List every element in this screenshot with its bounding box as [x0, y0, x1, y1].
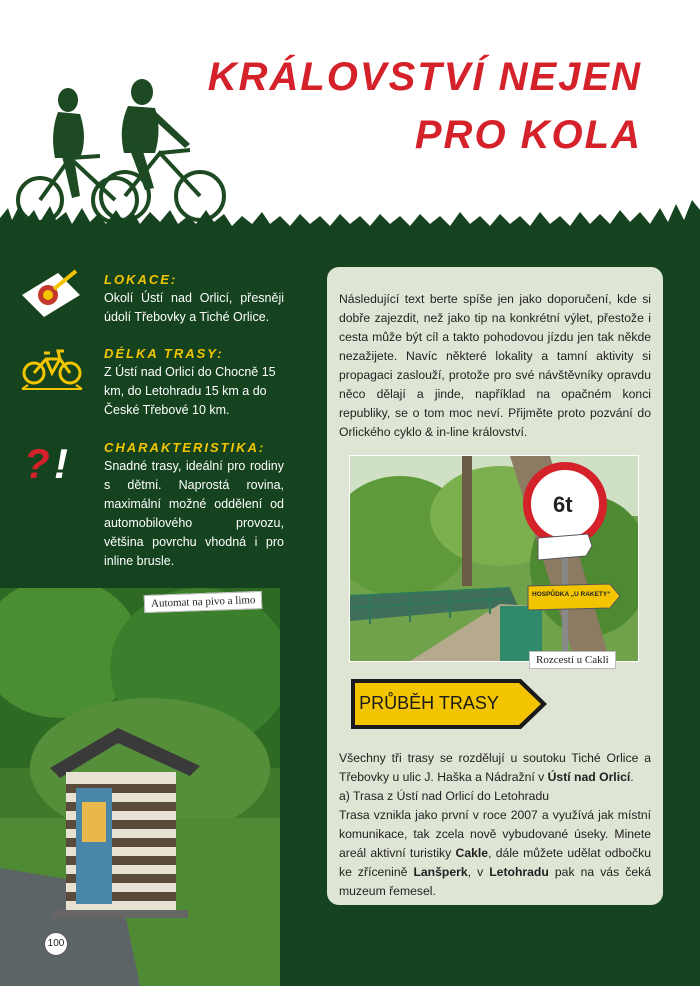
place-usti: Ústí nad Orlicí	[547, 770, 631, 784]
kiosk-photo	[0, 588, 280, 986]
length-heading: DÉLKA TRASY:	[104, 346, 224, 361]
sign-6t-text: 6t	[553, 492, 573, 517]
page-title	[208, 48, 642, 164]
route-sign-label: PRŮBĚH TRASY	[359, 693, 499, 713]
length-text: Z Ústí nad Orlicí do Chocně 15 km, do Letohradu 15 km a do České Třebové 10 km.	[104, 365, 276, 417]
content-box	[327, 267, 663, 905]
location-map-icon	[18, 265, 84, 325]
grass-border	[0, 190, 700, 240]
route-description	[339, 749, 651, 901]
location-text: Okolí Ústí nad Orlicí, přesněji údolí Třebovky a Tiché Orlice.	[104, 291, 284, 324]
place-cakle: Cakle	[455, 846, 489, 860]
title-line-1: KRÁLOVSTVÍ NEJEN	[207, 55, 642, 99]
character-heading: CHARAKTERISTIKA:	[104, 440, 266, 455]
svg-text:!: !	[54, 440, 68, 484]
bridge-caption: Rozcestí u Cakli	[529, 651, 616, 669]
svg-text:?: ?	[24, 440, 50, 484]
place-letohrad: Letohradu	[489, 865, 549, 879]
bridge-photo	[349, 455, 639, 662]
place-lansperk: Lanšperk	[413, 865, 468, 879]
character-text: Snadné trasy, ideální pro rodiny s dětmi. Naprostá rovina, maximální možné oddělení od automobilového provozu, většina povrchu vhodná i pro inline brusle.	[104, 459, 284, 568]
question-exclamation-icon	[24, 438, 80, 484]
kiosk-caption: Automat na pivo a limo	[144, 591, 263, 613]
sign-hospudka-text: HOSPŮDKA „U RAKETY“	[532, 591, 611, 598]
info-location	[104, 272, 284, 327]
bicycle-icon	[20, 345, 84, 393]
route-paragraph-1: Všechny tři trasy se rozdělují u soutoku Tiché Orlice a Třebovky u ulic J. Haška a Nádražní v Ústí nad Orlicí.	[339, 751, 651, 784]
location-heading: LOKACE:	[104, 272, 178, 287]
intro-text: Následující text berte spíše jen jako doporučení, kde si dobře zajezdit, než jako tip na konkrétní výlet, přestože i cesta může být cíl a takto pohodovou jízdu jen tak někde nezažijete. Navíc některé lokality a tamní aktivity si propagaci zaslouží, protože pro své návštěvníky opravdu něco dělají a jinde, například na opačném konci republiky, se o tom moc neví. Přijměte proto pozvání do Orlického cyklo & in-line království.	[339, 292, 651, 439]
info-length	[104, 346, 284, 420]
route-paragraph-3: Trasa vznikla jako první v roce 2007 a využívá jak místní komunikace, tak zcela nově vybudované úseky. Minete areál aktivní turistiky Cakle, dále můžete udělat odbočku ke zřícenině Lanšperk, v Letohradu pak na vás čeká muzeum řemesel.	[339, 808, 651, 898]
route-paragraph-2: a) Trasa z Ústí nad Orlicí do Letohradu	[339, 789, 549, 803]
page-number: 100	[44, 932, 68, 956]
info-character	[104, 440, 284, 571]
title-line-2: PRO KOLA	[414, 113, 642, 157]
